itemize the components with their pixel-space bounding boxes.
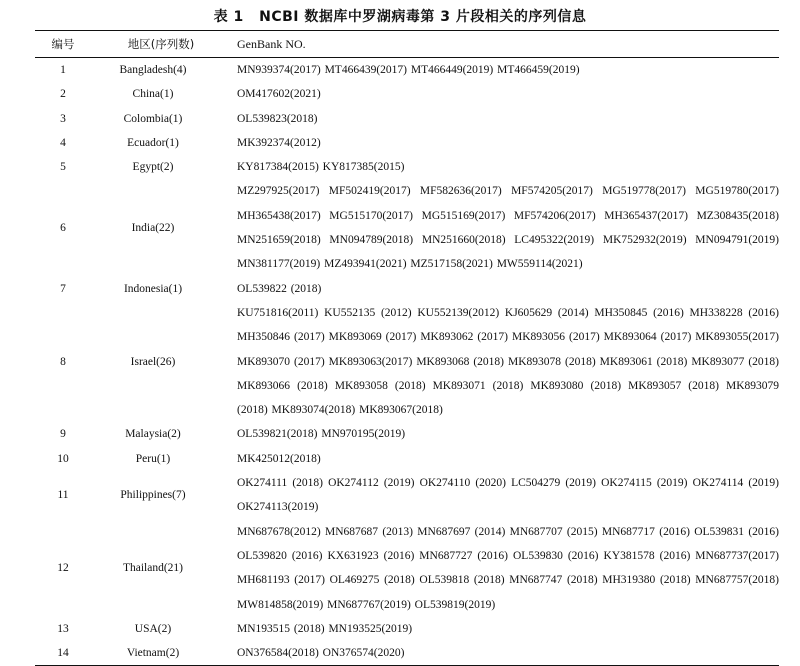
row-genbank: MN193515 (2018) MN193525(2019) bbox=[237, 622, 413, 635]
table-body bbox=[35, 58, 779, 666]
sequence-table bbox=[35, 30, 779, 666]
row-region: Egypt(2) bbox=[132, 161, 174, 174]
row-region: China(1) bbox=[132, 88, 174, 101]
row-number: 12 bbox=[57, 562, 69, 575]
row-number: 13 bbox=[57, 622, 69, 635]
row-number: 10 bbox=[57, 452, 69, 465]
row-genbank: MK425012(2018) bbox=[237, 452, 321, 465]
row-region: Philippines(7) bbox=[120, 489, 186, 502]
row-number: 14 bbox=[57, 647, 69, 660]
table-row bbox=[35, 131, 779, 155]
row-region: Bangladesh(4) bbox=[119, 64, 187, 76]
row-genbank: OM417602(2021) bbox=[237, 88, 321, 101]
row-genbank: MN939374(2017) MT466439(2017) MT466449(2019) MT466459(2019) bbox=[237, 64, 580, 76]
row-number: 2 bbox=[60, 88, 66, 101]
table-row bbox=[35, 82, 779, 106]
row-genbank: OK274111 (2018) OK274112 (2019) OK274110 (2020) LC504279 (2019) OK274115 (2019) OK274114 (2019) OK274113(2019) bbox=[237, 477, 779, 514]
row-number: 1 bbox=[60, 64, 66, 76]
table-caption-text: NCBI 数据库中罗湖病毒第 3 片段相关的序列信息 bbox=[259, 9, 587, 25]
row-number: 9 bbox=[60, 428, 66, 441]
header-number: 编号 bbox=[51, 37, 75, 51]
header-row bbox=[35, 31, 779, 58]
header-region: 地区(序列数) bbox=[127, 37, 195, 51]
table-row bbox=[35, 471, 779, 520]
row-genbank: OL539822 (2018) bbox=[237, 282, 322, 295]
row-region: USA(2) bbox=[134, 622, 172, 635]
table-row bbox=[35, 520, 779, 617]
row-region: India(22) bbox=[131, 221, 175, 234]
table-row bbox=[35, 301, 779, 422]
table-row bbox=[35, 58, 779, 83]
row-region: Thailand(21) bbox=[122, 562, 184, 575]
row-genbank: MN687678(2012) MN687687 (2013) MN687697 (2014) MN687707 (2015) MN687717 (2016) OL539831 (2016) OL539820 (2016) KX631923 (2016) MN687727 (2016) OL539830 (2016) KY381578 (2016) MN687737(2017) MH681193 (2017) OL469275 (2018) OL539818 (2018) MN687747 (2018) MH319380 (2018) MN687757(2018) MW814858(2019) MN687767(2019) OL539819(2019) bbox=[237, 525, 779, 611]
table-row bbox=[35, 107, 779, 131]
table-row bbox=[35, 641, 779, 666]
table-row bbox=[35, 277, 779, 301]
row-number: 3 bbox=[60, 112, 66, 125]
row-genbank: KY817384(2015) KY817385(2015) bbox=[237, 161, 405, 174]
row-region: Ecuador(1) bbox=[127, 136, 179, 149]
row-number: 11 bbox=[57, 489, 69, 502]
row-region: Colombia(1) bbox=[123, 112, 183, 125]
row-number: 7 bbox=[60, 282, 66, 295]
table-caption bbox=[0, 6, 800, 26]
row-region: Vietnam(2) bbox=[126, 647, 180, 660]
table-row bbox=[35, 155, 779, 179]
row-genbank: ON376584(2018) ON376574(2020) bbox=[237, 647, 405, 660]
row-genbank: KU751816(2011) KU552135 (2012) KU552139(2012) KJ605629 (2014) MH350845 (2016) MH338228 (2016) MH350846 (2017) MK893069 (2017) MK893062 (2017) MK893056 (2017) MK893064 (2017) MK893055(2017) MK893070 (2017) MK893063(2017) MK893068 (2018) MK893078 (2018) MK893061 (2018) MK893077 (2018) MK893066 (2018) MK893058 (2018) MK893071 (2018) MK893080 (2018) MK893057 (2018) MK893079 (2018) MK893074(2018) MK893067(2018) bbox=[237, 306, 779, 417]
row-region: Indonesia(1) bbox=[123, 282, 183, 295]
table-header bbox=[35, 31, 779, 58]
row-genbank: MZ297925(2017) MF502419(2017) MF582636(2017) MF574205(2017) MG519778(2017) MG519780(2017) MH365438(2017) MG515170(2017) MG515169(2017) MF574206(2017) MH365437(2017) MZ308435(2018) MN251659(2018) MN094789(2018) MN251660(2018) LC495322(2019) MK752932(2019) MN094791(2019) MN381177(2019) MZ493941(2021) MZ517158(2021) MW559114(2021) bbox=[237, 185, 779, 271]
row-genbank: MK392374(2012) bbox=[237, 136, 321, 149]
row-region: Malaysia(2) bbox=[125, 428, 181, 441]
row-genbank: OL539821(2018) MN970195(2019) bbox=[237, 428, 406, 441]
table-row bbox=[35, 447, 779, 471]
row-number: 8 bbox=[60, 355, 66, 368]
header-genbank: GenBank NO. bbox=[237, 36, 306, 51]
row-genbank: OL539823(2018) bbox=[237, 112, 318, 125]
table-row bbox=[35, 179, 779, 276]
row-number: 4 bbox=[60, 136, 66, 149]
table-caption-number: 表 1 bbox=[213, 9, 244, 25]
table-row bbox=[35, 617, 779, 641]
row-number: 5 bbox=[60, 161, 66, 174]
row-region: Israel(26) bbox=[130, 355, 176, 368]
table-row bbox=[35, 422, 779, 446]
row-region: Peru(1) bbox=[135, 452, 171, 465]
row-number: 6 bbox=[60, 221, 66, 234]
